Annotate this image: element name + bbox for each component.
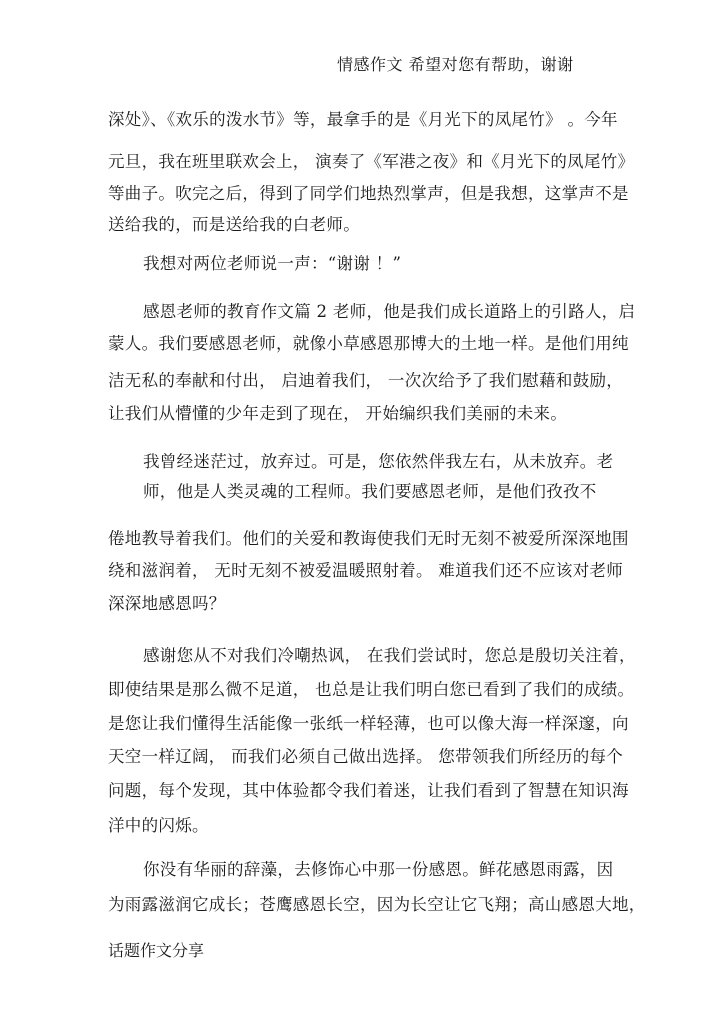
text-line: 等曲子。吹完之后，得到了同学们地热烈掌声，但是我想，这掌声不是 — [108, 184, 629, 203]
text-line: 为雨露滋润它成长；苍鹰感恩长空，因为长空让它飞翔；高山感恩大地， — [108, 895, 646, 914]
text-line: 深处》、《欢乐的泼水节》等，最拿手的是《月光下的凤尾竹》 。今年 — [108, 110, 618, 129]
text-line: 洁无私的奉献和付出， 启迪着我们， 一次次给予了我们慰藉和鼓励， — [108, 371, 624, 390]
text-line: 感谢您从不对我们冷嘲热讽， 在我们尝试时，您总是殷切关注着， — [143, 646, 636, 665]
text-line: 天空一样辽阔， 而我们必须自己做出选择。 您带领我们所经历的每个 — [108, 747, 624, 766]
text-line: 送给我的，而是送给我的白老师。 — [108, 215, 360, 234]
text-line: 感恩老师的教育作文篇 2 老师，他是我们成长道路上的引路人，启 — [143, 302, 636, 321]
page-header: 情感作文 希望对您有帮助，谢谢 — [337, 55, 574, 74]
text-line: 是您让我们懂得生活能像一张纸一样轻薄，也可以像大海一样深邃，向 — [108, 714, 629, 733]
text-line: 倦地教导着我们。他们的关爱和教诲使我们无时无刻不被爱所深深地围 — [108, 529, 629, 548]
text-line: 绕和滋润着， 无时无刻不被爱温暖照射着。 难道我们还不应该对老师 — [108, 561, 624, 580]
text-line: 深深地感恩吗？ — [108, 594, 226, 613]
page-footer: 话题作文分享 — [108, 941, 205, 960]
text-line: 洋中的闪烁。 — [108, 816, 209, 835]
text-line: 问题，每个发现，其中体验都令我们着迷，让我们看到了智慧在知识海 — [108, 781, 629, 800]
text-line: 元旦，我在班里联欢会上， 演奏了《军港之夜》和《月光下的凤尾竹》 — [108, 152, 635, 171]
text-line: 你没有华丽的辞藻，去修饰心中那一份感恩。鲜花感恩雨露，因 — [143, 860, 614, 879]
text-line: 即使结果是那么微不足道， 也总是让我们明白您已看到了我们的成绩。 — [108, 680, 635, 699]
text-line: 让我们从懵懂的少年走到了现在， 开始编织我们美丽的未来。 — [108, 404, 568, 423]
text-line: 师，他是人类灵魂的工程师。我们要感恩老师，是他们孜孜不 — [143, 482, 597, 501]
text-line: 我曾经迷茫过，放弃过。可是，您依然伴我左右，从未放弃。老 — [143, 452, 614, 471]
text-line: 蒙人。我们要感恩老师，就像小草感恩那博大的土地一样。是他们用纯 — [108, 334, 629, 353]
text-line: 我想对两位老师说一声：“谢谢 ！” — [143, 254, 402, 273]
